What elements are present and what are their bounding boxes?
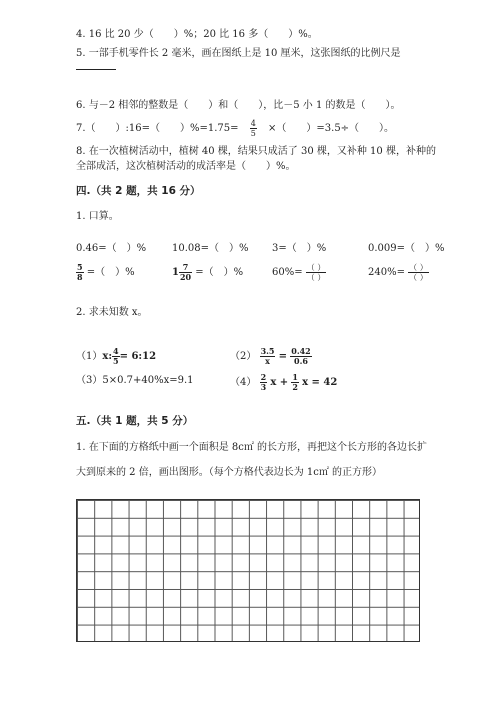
grid-paper[interactable] [76,499,420,642]
fraction: $\frac{4}{5}$ [250,119,256,138]
oral-calc-7: 60%= $\frac{( )}{( )}$ [272,263,326,282]
oral-calc-8: 240%= $\frac{( )}{( )}$ [368,263,428,282]
oral-calc-3: 3=（ ）% [272,243,327,254]
fraction: $\frac{1}{2}$ [292,372,298,392]
question-7-part-b: ×（ ）=3.5÷（ ）。 [268,123,395,134]
question-6: 6. 与－2 相邻的整数是（ ）和（ ），比－5 小 1 的数是（ ）。 [76,100,401,111]
fraction: $\frac{2}{3}$ [260,372,267,392]
question-8-line-2: 全部成活，这次植树活动的成活率是（ ）%。 [76,161,296,172]
oral-calc-6: 1 $\frac{7}{20}$ =（ ）% [172,262,244,282]
oral-calc-4: 0.009=（ ）% [368,243,445,254]
equation-2: （2） $\frac{3.5}{x}$ = $\frac{0.42}{0.6}$ [230,346,311,366]
oral-calc-5: $\frac{5}{8}$ =（ ）% [77,262,135,282]
question-7-part-a: 7.（ ）:16=（ ）%=1.75= [76,123,239,134]
section-5-q1-line-2: 大到原来的 2 倍，画出图形。（每个方格代表边长为 1c㎡ 的正方形） [76,467,383,478]
section-4-title: 四.（共 2 题，共 16 分） [76,185,201,197]
section-5-title: 五.（共 1 题，共 5 分） [76,415,194,427]
fraction-blank: $\frac{( )}{( )}$ [306,263,326,282]
question-7 [76,119,394,138]
question-4: 4. 16 比 20 少（ ）%；20 比 16 多（ ）%。 [76,29,318,40]
fraction: $\frac{7}{20}$ [179,262,192,282]
equation-3: （3）5×0.7+40%x=9.1 [76,375,194,386]
equation-4: （4） $\frac{2}{3}$ x + $\frac{1}{2}$ x = 42 [230,372,338,392]
section-5-q1-line-1: 1. 在下面的方格纸中画一个面积是 8c㎡ 的长方形，再把这个长方形的各边长扩 [76,442,428,453]
question-8-line-1: 8. 在一次植树活动中，植树 40 棵，结果只成活了 30 棵，又补种 10 棵，补种的 [76,146,436,157]
fraction: $\frac{0.42}{0.6}$ [291,346,311,366]
answer-blank-q5 [76,61,116,75]
fraction-blank: $\frac{( )}{( )}$ [409,263,428,282]
equation-1: （1）x: $\frac{4}{5}$ = 6:12 [76,346,157,366]
section-4-q1-title: 1. 口算。 [76,211,119,222]
fraction: $\frac{4}{5}$ [113,346,119,366]
fraction: $\frac{5}{8}$ [77,262,83,282]
oral-calc-2: 10.08=（ ）% [172,243,249,254]
question-5: 5. 一部手机零件长 2 毫米，画在图纸上是 10 厘米，这张图纸的比例尺是 [76,48,401,59]
section-4-q2-title: 2. 求未知数 x。 [76,307,148,318]
oral-calc-1: 0.46=（ ）% [76,243,147,254]
fraction: $\frac{3.5}{x}$ [260,346,275,366]
